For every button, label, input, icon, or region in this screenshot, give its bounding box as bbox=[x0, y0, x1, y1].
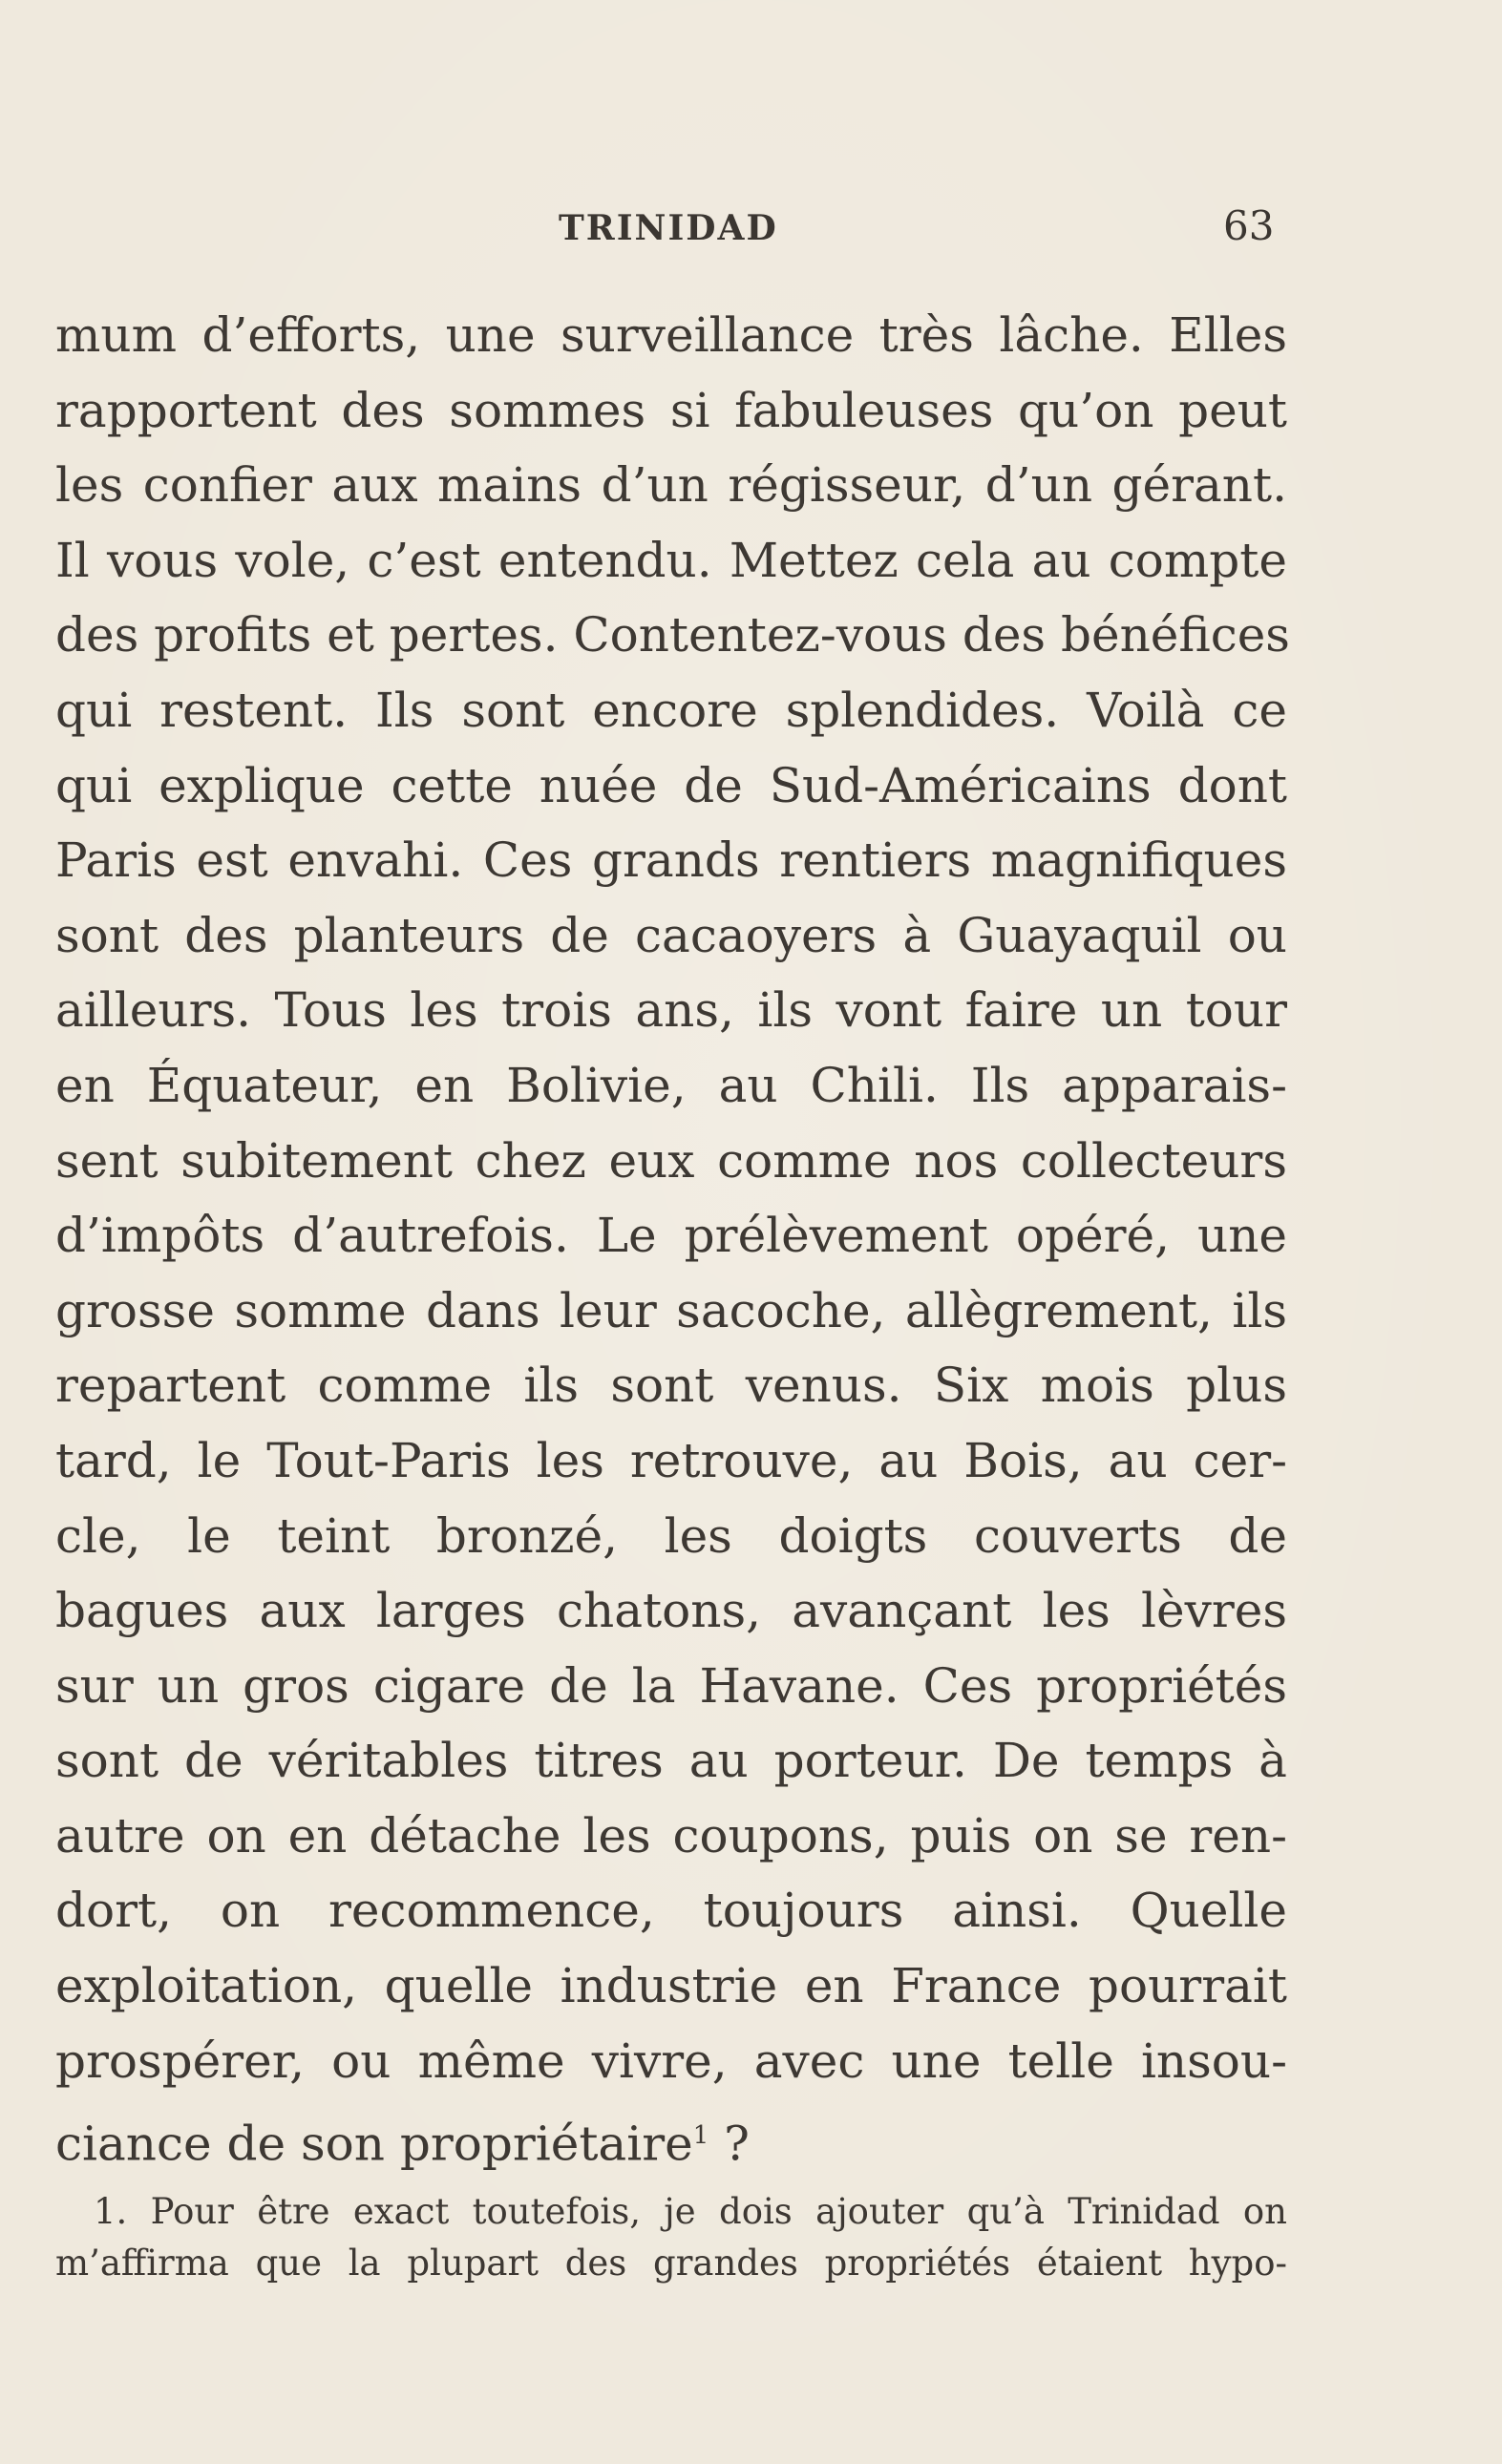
text-line: Il vous vole, c’est entendu. Mettez cela au compte bbox=[55, 532, 1287, 588]
text-line: exploitation, quelle industrie en France pourrait bbox=[55, 1958, 1287, 2014]
text-line: repartent comme ils sont venus. Six mois plus bbox=[55, 1358, 1287, 1414]
text-line: grosse somme dans leur sacoche, allègrement, ils bbox=[55, 1282, 1287, 1338]
text-line: tard, le Tout-Paris les retrouve, au Bois, au cer- bbox=[55, 1432, 1287, 1488]
text-line: autre on en détache les coupons, puis on se ren- bbox=[55, 1807, 1287, 1864]
text-line: mum d’efforts, une surveillance très lâche. Elles bbox=[55, 307, 1287, 363]
text-line: ailleurs. Tous les trois ans, ils vont faire un tour bbox=[55, 982, 1287, 1039]
page-number: 63 bbox=[1223, 202, 1275, 249]
text-line: qui restent. Ils sont encore splendides. Voilà ce bbox=[55, 682, 1287, 738]
footnote-reference: 1 bbox=[692, 2121, 709, 2151]
footnote-text-1: Pour être exact toutefois, je dois ajouter qu’à Trinidad on bbox=[150, 2191, 1287, 2232]
body-text bbox=[55, 298, 1290, 2174]
footnote bbox=[55, 2186, 1287, 2289]
text-line: en Équateur, en Bolivie, au Chili. Ils apparais- bbox=[55, 1057, 1287, 1113]
text-line: prospérer, ou même vivre, avec une telle insou- bbox=[55, 2032, 1287, 2089]
last-line-text: ciance de son propriétaire bbox=[55, 2116, 693, 2172]
text-line: cle, le teint bronzé, les doigts couverts de bbox=[55, 1507, 1287, 1564]
text-line: sur un gros cigare de la Havane. Ces propriétés bbox=[55, 1657, 1287, 1714]
text-line: Paris est envahi. Ces grands rentiers magnifiques bbox=[55, 832, 1287, 889]
text-line: les confier aux mains d’un régisseur, d’un gérant. bbox=[55, 457, 1287, 514]
last-line-end: ? bbox=[709, 2116, 750, 2172]
text-line: qui explique cette nuée de Sud-Américains dont bbox=[55, 757, 1287, 813]
text-line: bagues aux larges chatons, avançant les lèvres bbox=[55, 1583, 1287, 1639]
text-line: des profits et pertes. Contentez-vous des bénéfices bbox=[55, 607, 1290, 663]
text-line: sont des planteurs de cacaoyers à Guayaquil ou bbox=[55, 907, 1287, 963]
text-line: sont de véritables titres au porteur. De temps à bbox=[55, 1733, 1287, 1789]
running-title: TRINIDAD bbox=[559, 208, 778, 248]
text-line: sent subitement chez eux comme nos collecteurs bbox=[55, 1132, 1287, 1189]
text-line: dort, on recommence, toujours ainsi. Quelle bbox=[55, 1883, 1287, 1939]
footnote-line: m’affirma que la plupart des grandes propriétés étaient hypo- bbox=[55, 2243, 1287, 2284]
text-line: rapportent des sommes si fabuleuses qu’on peut bbox=[55, 382, 1287, 438]
text-line-last bbox=[55, 2098, 1287, 2174]
text-line: d’impôts d’autrefois. Le prélèvement opéré, une bbox=[55, 1208, 1287, 1264]
footnote-line bbox=[55, 2186, 1287, 2238]
footnote-number: 1. bbox=[94, 2191, 128, 2232]
